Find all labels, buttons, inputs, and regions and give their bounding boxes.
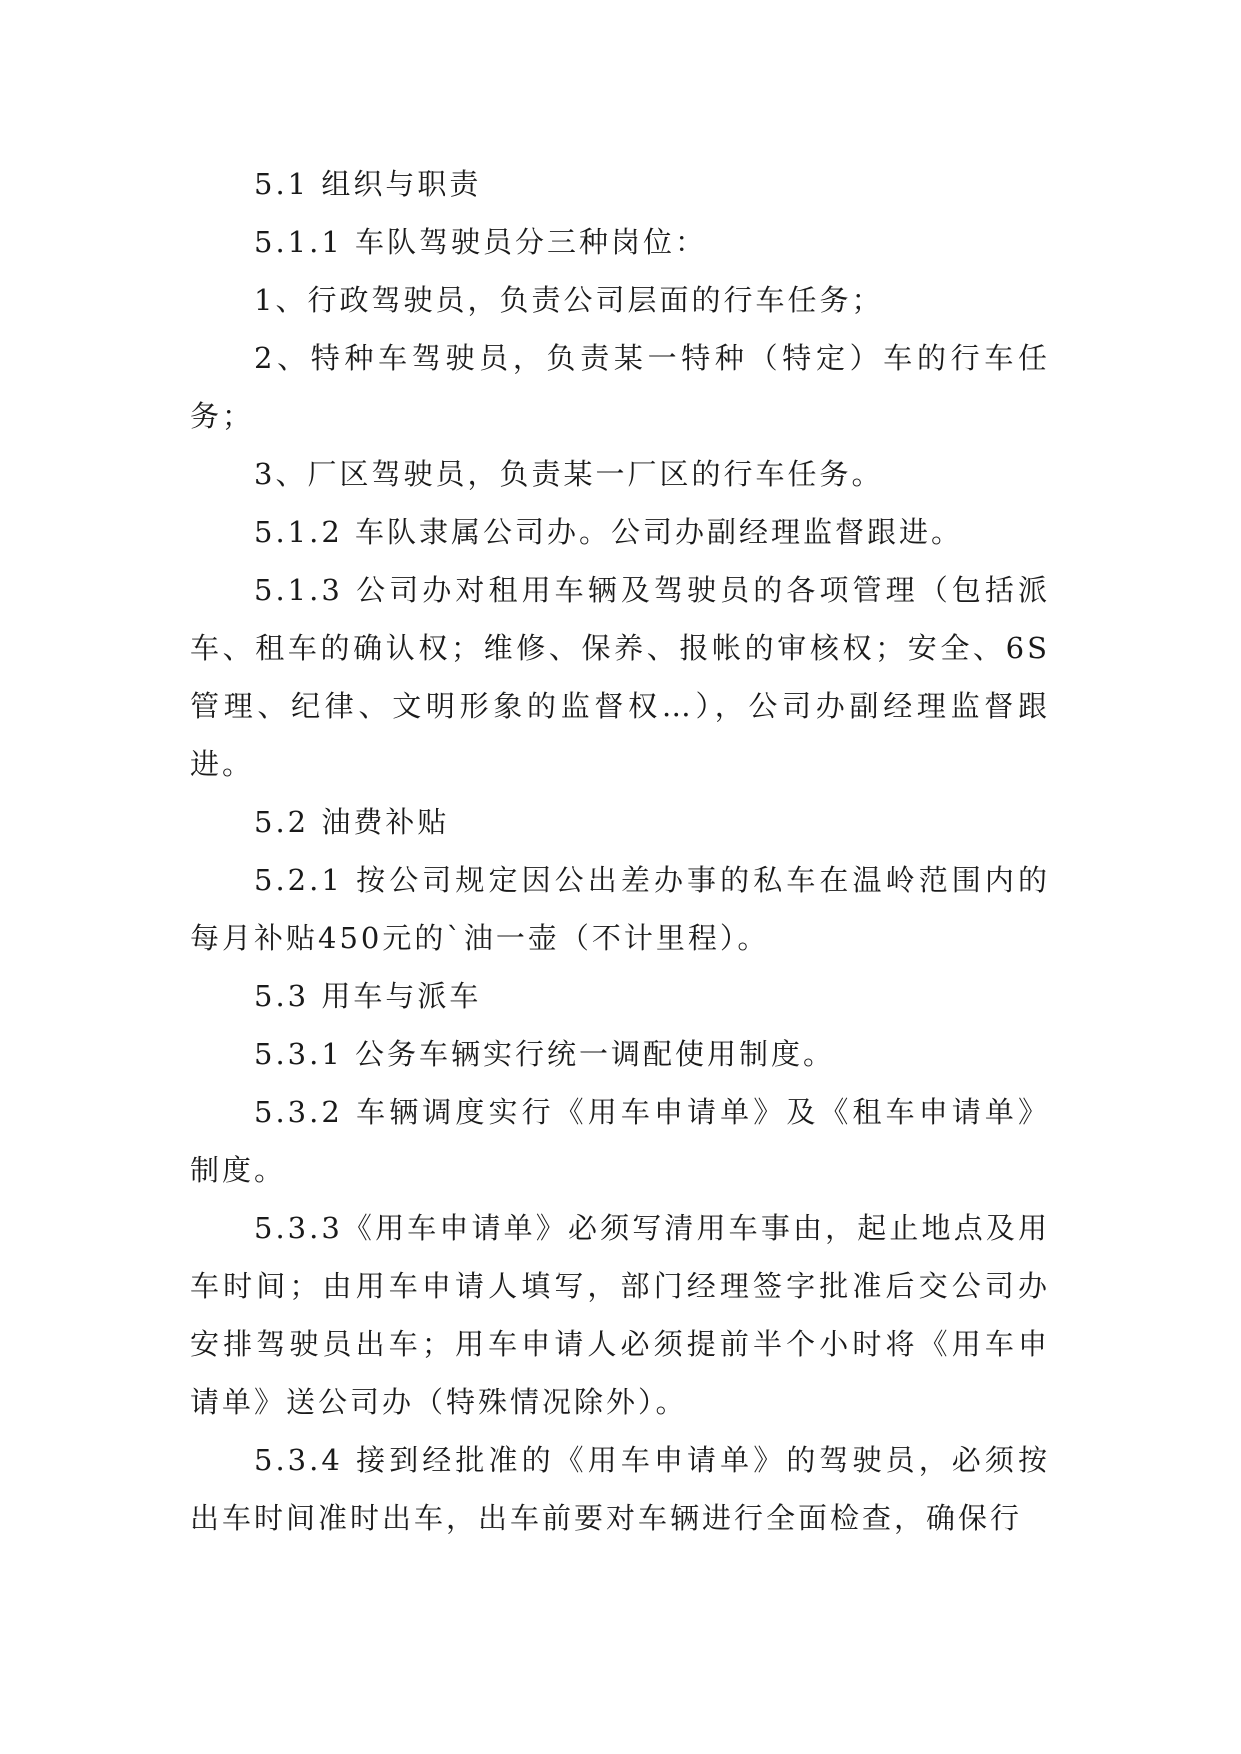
clause-5-3-1: 5.3.1 公务车辆实行统一调配使用制度。: [254, 1037, 836, 1071]
section-heading-5-1: 5.1 组织与职责: [254, 167, 482, 201]
clause-5-1-1: 5.1.1 车队驾驶员分三种岗位：: [254, 225, 708, 259]
clause-5-2-1: 5.2.1 按公司规定因公出差办事的私车在温岭范围内的每月补贴450元的`油一壶（不计里程）。: [190, 863, 1050, 955]
section-heading-5-3: 5.3 用车与派车: [254, 979, 482, 1013]
list-item-1: 1、行政驾驶员，负责公司层面的行车任务；: [254, 283, 884, 317]
list-item-2: 2、特种车驾驶员，负责某一特种（特定）车的行车任务；: [190, 341, 1050, 433]
clause-5-3-2: 5.3.2 车辆调度实行《用车申请单》及《租车申请单》制度。: [190, 1095, 1050, 1187]
section-heading-5-2: 5.2 油费补贴: [254, 805, 450, 839]
list-item-3: 3、厂区驾驶员，负责某一厂区的行车任务。: [254, 457, 884, 491]
document-body: [190, 155, 1050, 1547]
clause-5-3-3: 5.3.3《用车申请单》必须写清用车事由，起止地点及用车时间；由用车申请人填写，部门经理签字批准后交公司办安排驾驶员出车；用车申请人必须提前半个小时将《用车申请单》送公司办（特殊情况除外）。: [190, 1211, 1050, 1419]
clause-5-1-2: 5.1.2 车队隶属公司办。公司办副经理监督跟进。: [254, 515, 964, 549]
clause-5-1-3: 5.1.3 公司办对租用车辆及驾驶员的各项管理（包括派车、租车的确认权；维修、保养、报帐的审核权；安全、6S管理、纪律、文明形象的监督权…），公司办副经理监督跟进。: [190, 573, 1050, 781]
clause-5-3-4: 5.3.4 接到经批准的《用车申请单》的驾驶员，必须按出车时间准时出车，出车前要对车辆进行全面检查，确保行: [190, 1443, 1050, 1535]
